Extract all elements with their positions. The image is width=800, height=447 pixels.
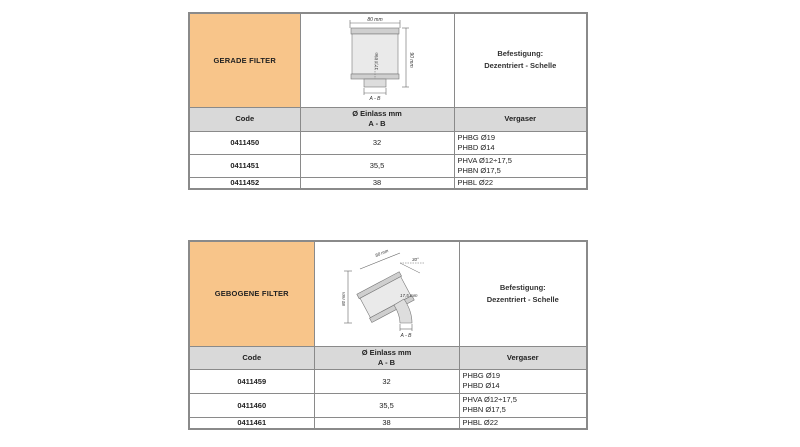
row-carb: [459, 417, 587, 429]
header-inlet-line1: Ø Einlass mm: [352, 109, 402, 118]
carb-line: PHBD Ø14: [457, 142, 495, 152]
table-row: [189, 177, 587, 189]
dim-width-label: 80 mm: [374, 247, 389, 258]
dim-inlet-label: A - B: [369, 96, 381, 103]
table-title: GERADE FILTER: [189, 13, 300, 107]
fixing-value: Dezentriert - Schelle: [484, 61, 557, 71]
header-inlet-line2: A - B: [368, 119, 386, 128]
header-code: Code: [189, 346, 314, 369]
dim-width-label: 80 mm: [367, 17, 383, 24]
row-code: 0411451: [189, 154, 300, 177]
row-carb: [459, 393, 587, 417]
row-code: 0411452: [189, 177, 300, 189]
row-carb: [454, 177, 587, 189]
row-inlet: 35,5: [314, 393, 459, 417]
header-inlet-line1: Ø Einlass mm: [361, 347, 412, 357]
row-carb: [454, 154, 587, 177]
row-code: 0411460: [189, 393, 314, 417]
fixing-label: Befestigung:: [499, 282, 546, 292]
table-row: [189, 131, 587, 154]
dim-angle-label: 30°: [411, 256, 419, 262]
row-carb: [459, 369, 587, 393]
header-code: Code: [189, 107, 300, 131]
carb-line: PHBG Ø19: [457, 132, 496, 142]
table-row: [189, 393, 587, 417]
curved-filter-drawing: [314, 241, 459, 346]
dim-inner-label: 17,5 mm: [399, 292, 418, 298]
dim-height-label: 80 mm: [340, 291, 346, 306]
dim-height-label: 90 mm: [408, 52, 414, 68]
curved-filter-diagram: [316, 243, 458, 343]
filter-table-curved: [188, 240, 588, 430]
straight-filter-diagram: [302, 14, 452, 104]
fixing-label: Befestigung:: [497, 49, 544, 59]
fixing-value: Dezentriert - Schelle: [486, 294, 559, 304]
row-code: 0411459: [189, 369, 314, 393]
table-row: [189, 417, 587, 429]
fixing-cell: [459, 241, 587, 346]
row-carb: [454, 131, 587, 154]
table-row: [189, 369, 587, 393]
row-code: 0411450: [189, 131, 300, 154]
row-inlet: 38: [314, 417, 459, 429]
row-inlet: 32: [300, 131, 454, 154]
carb-line: PHBG Ø19: [462, 371, 501, 380]
filter-table-straight: [188, 12, 588, 190]
row-inlet: 35,5: [300, 154, 454, 177]
dim-inner-label: 17,5 mm: [374, 52, 379, 71]
carb-line: PHVA Ø12÷17,5: [457, 155, 512, 165]
row-inlet: 38: [300, 177, 454, 189]
header-carb: Vergaser: [459, 346, 587, 369]
header-carb: Vergaser: [454, 107, 587, 131]
carb-line: PHBN Ø17,5: [462, 405, 506, 414]
carb-line: PHBL Ø22: [462, 417, 499, 427]
carb-line: PHBN Ø17,5: [457, 165, 501, 175]
dim-inlet-label: A - B: [400, 332, 411, 339]
carb-line: PHBL Ø22: [457, 177, 494, 187]
header-inlet: [300, 107, 454, 131]
row-code: 0411461: [189, 417, 314, 429]
carb-line: PHVA Ø12÷17,5: [462, 395, 517, 404]
straight-filter-drawing: [300, 13, 454, 107]
table-row: [189, 154, 587, 177]
carb-line: PHBD Ø14: [462, 381, 500, 390]
table-title: GEBOGENE FILTER: [189, 241, 314, 346]
header-inlet: [314, 346, 459, 369]
fixing-cell: [454, 13, 587, 107]
row-inlet: 32: [314, 369, 459, 393]
header-inlet-line2: A - B: [377, 357, 396, 367]
